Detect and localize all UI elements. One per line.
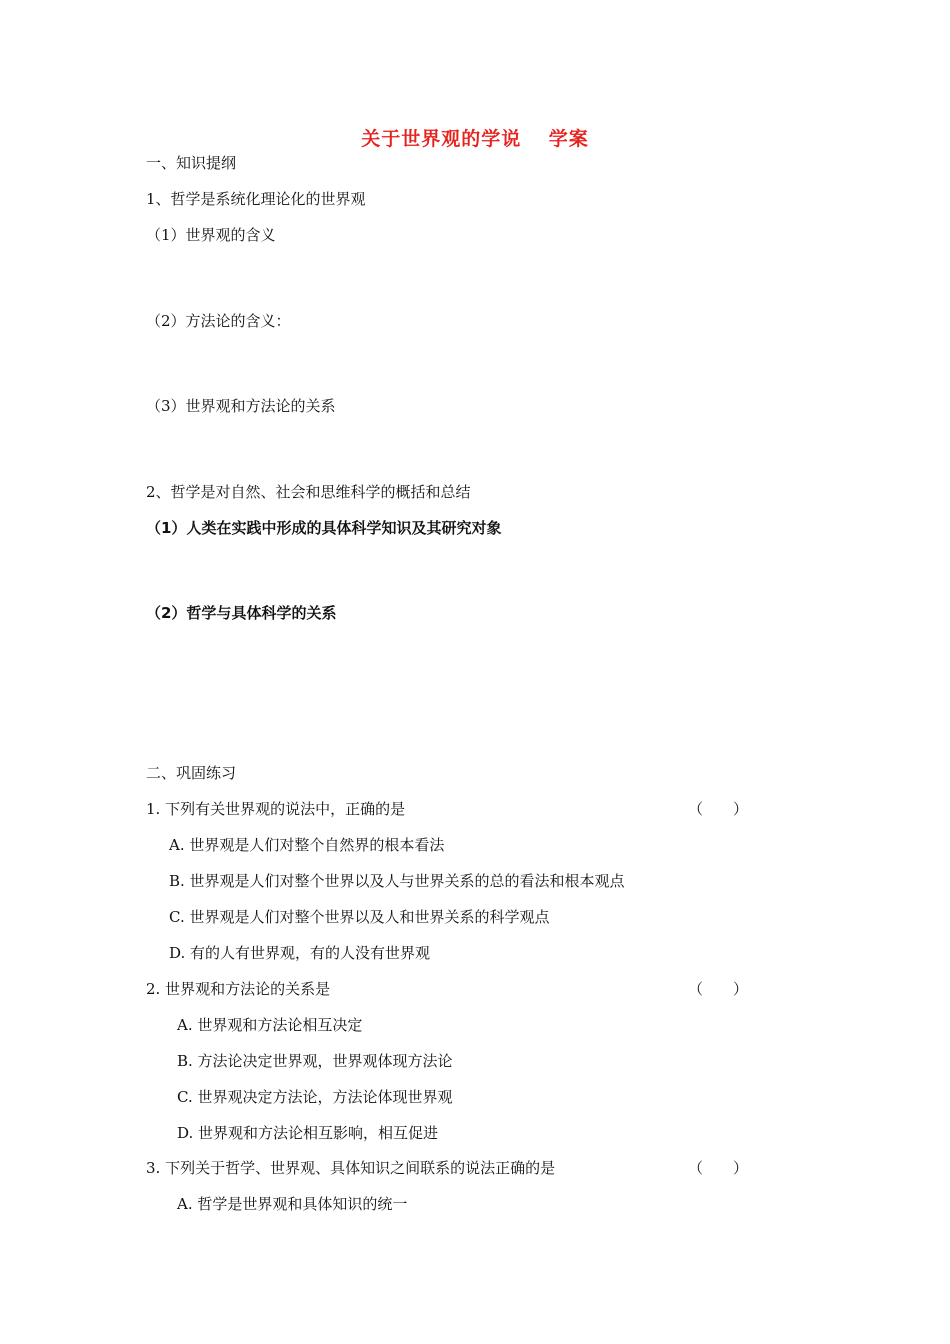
item2-sub1: （1）人类在实践中形成的具体科学知识及其研究对象 (146, 519, 502, 537)
question-2-option-d: D. 世界观和方法论相互影响，相互促进 (177, 1124, 439, 1142)
item2-heading: 2、哲学是对自然、社会和思维科学的概括和总结 (146, 483, 471, 501)
question-3-answer-blank: （ ） (688, 1159, 749, 1177)
item1-heading: 1、哲学是系统化理论化的世界观 (146, 190, 366, 208)
question-2-answer-blank: （ ） (688, 980, 749, 998)
item1-sub1: （1）世界观的含义 (146, 226, 276, 244)
question-2-option-b: B. 方法论决定世界观，世界观体现方法论 (177, 1052, 453, 1070)
section2-heading: 二、巩固练习 (146, 764, 237, 782)
question-1-option-d: D. 有的人有世界观，有的人没有世界观 (169, 944, 431, 962)
question-2-stem: 2. 世界观和方法论的关系是 (146, 980, 331, 998)
question-1-answer-blank: （ ） (688, 800, 749, 818)
item1-sub2: （2）方法论的含义： (146, 312, 291, 330)
question-1-option-c: C. 世界观是人们对整个世界以及人和世界关系的科学观点 (169, 908, 550, 926)
item1-sub3: （3）世界观和方法论的关系 (146, 397, 336, 415)
question-2-option-a: A. 世界观和方法论相互决定 (177, 1016, 363, 1034)
item2-sub2: （2）哲学与具体科学的关系 (146, 604, 337, 622)
question-2-option-c: C. 世界观决定方法论，方法论体现世界观 (177, 1088, 453, 1106)
question-1-stem: 1. 下列有关世界观的说法中，正确的是 (146, 800, 406, 818)
document-title: 关于世界观的学说 学案 (361, 128, 589, 150)
question-1-option-b: B. 世界观是人们对整个世界以及人与世界关系的总的看法和根本观点 (169, 872, 625, 890)
question-3-option-a: A. 哲学是世界观和具体知识的统一 (177, 1195, 408, 1213)
section1-heading: 一、知识提纲 (146, 154, 237, 172)
question-1-option-a: A. 世界观是人们对整个自然界的根本看法 (169, 836, 445, 854)
question-3-stem: 3. 下列关于哲学、世界观、具体知识之间联系的说法正确的是 (146, 1159, 556, 1177)
